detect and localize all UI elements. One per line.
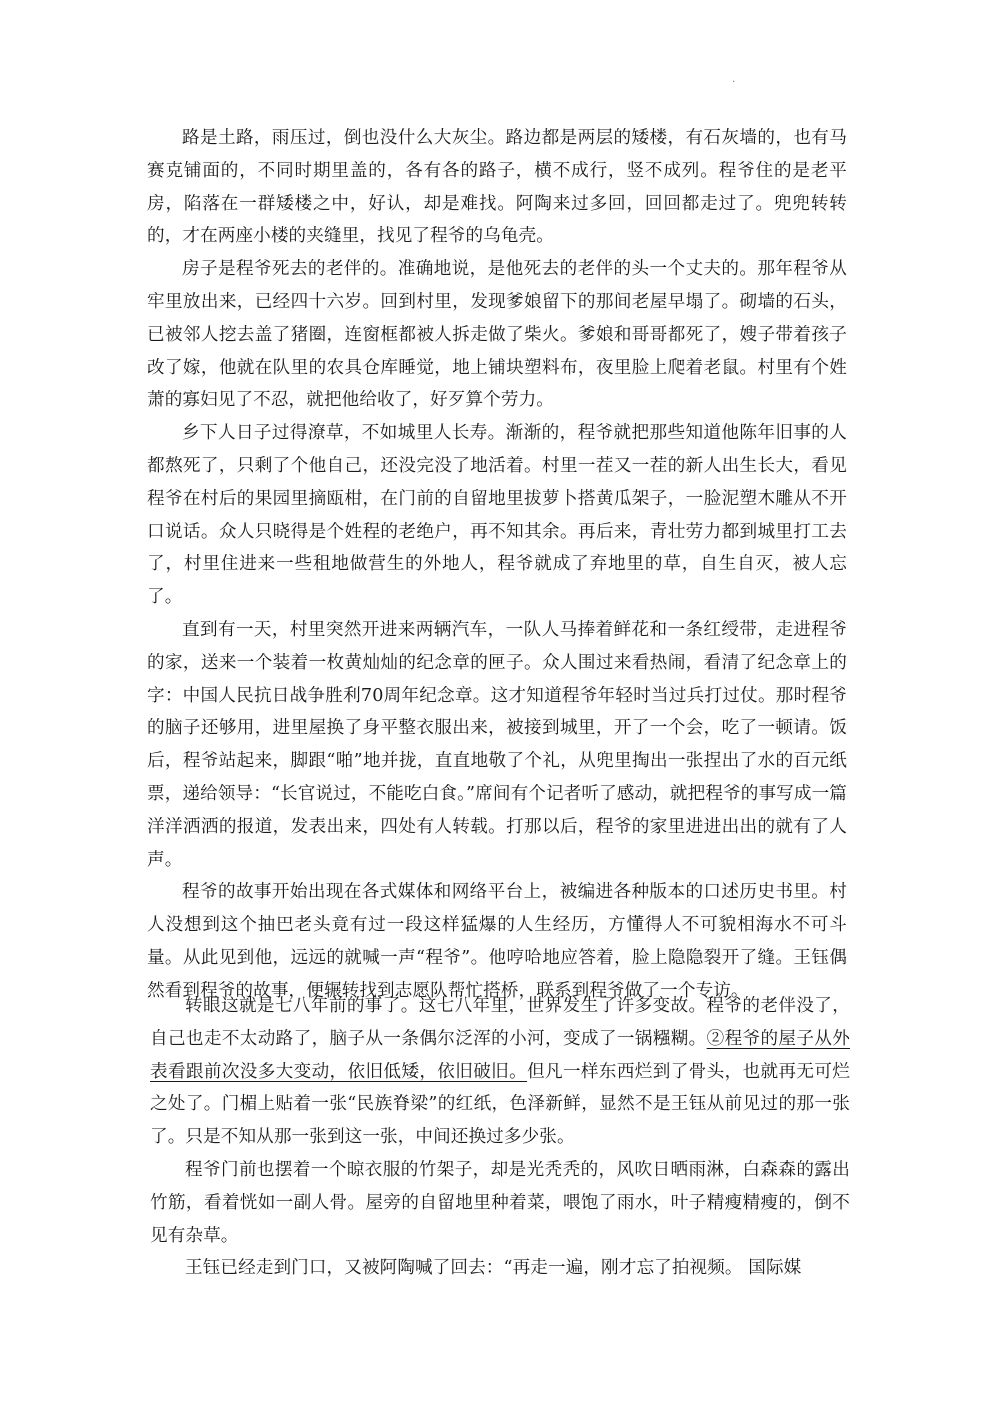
story-section-2	[150, 990, 850, 1285]
paragraph-with-marked-sentence	[150, 990, 850, 1154]
paragraph: 直到有一天，村里突然开进来两辆汽车，一队人马捧着鲜花和一条红绶带，走进程爷的家，送来一个装着一枚黄灿灿的纪念章的匣子。众人围过来看热闹，看清了纪念章上的字：中国人民抗日战争胜利70周年纪念章。这才知道程爷年轻时当过兵打过仗。那时程爷的脑子还够用，进里屋换了身平整衣服出来，被接到城里，开了一个会，吃了一顿请。饭后，程爷站起来，脚跟“啪”地并拢，直直地敬了个礼，从兜里掏出一张捏出了水的百元纸票，递给领导：“长官说过，不能吃白食。”席间有个记者听了感动，就把程爷的事写成一篇洋洋洒洒的报道，发表出来，四处有人转载。打那以后，程爷的家里进进出出的就有了人声。	[147, 619, 847, 870]
paragraph: 路是土路，雨压过，倒也没什么大灰尘。路边都是两层的矮楼，有石灰墙的，也有马赛克铺面的，不同时期里盖的，各有各的路子，横不成行，竖不成列。程爷住的是老平房，陷落在一群矮楼之中，好认，却是难找。阿陶来过多回，回回都走过了。兜兜转转的，才在两座小楼的夹缝里，找见了程爷的乌龟壳。	[147, 128, 847, 247]
paragraph: 程爷的故事开始出现在各式媒体和网络平台上，被编进各种版本的口述历史书里。村人没想到这个抽巴老头竟有过一段这样猛爆的人生经历，方懂得人不可貌相海水不可斗量。从此见到他，远远的就喊一声“程爷”。他哼哈地应答着，脸上隐隐裂开了缝。王钰偶然看到程爷的故事，便辗转找到志愿队帮忙搭桥，联系到程爷做了一个专访。	[147, 882, 847, 1001]
paragraph: 乡下人日子过得潦草，不如城里人长寿。渐渐的，程爷就把那些知道他陈年旧事的人都熬死了，只剩了个他自己，还没完没了地活着。村里一茬又一茬的新人出生长大，看见程爷在村后的果园里摘瓯柑，在门前的自留地里拔萝卜搭黄瓜架子，一脸泥塑木雕从不开口说话。众人只晓得是个姓程的老绝户，再不知其余。再后来，青壮劳力都到城里打工去了，村里住进来一些租地做营生的外地人，程爷就成了弃地里的草，自生自灭，被人忘了。	[147, 423, 847, 608]
paragraph: 王钰已经走到门口，又被阿陶喊了回去：“再走一遍，刚才忘了拍视频。 国际媒	[185, 1258, 802, 1279]
story-section-1	[147, 122, 847, 1008]
paragraph: 房子是程爷死去的老伴的。准确地说，是他死去的老伴的头一个丈夫的。那年程爷从牢里放出来，已经四十六岁。回到村里，发现爹娘留下的那间老屋早塌了。砌墙的石头，已被邻人挖去盖了猪圈，连窗框都被人拆走做了柴火。爹娘和哥哥都死了，嫂子带着孩子改了嫁，他就在队里的农具仓库睡觉，地上铺块塑料布，夜里脸上爬着老鼠。村里有个姓萧的寡妇见了不忍，就把他给收了，好歹算个劳力。	[147, 259, 847, 411]
corner-mark: ·	[732, 77, 736, 88]
marked-sentence-2: ②程爷的屋子从外表看跟前次没多大变动，依旧低矮，依旧破旧。	[150, 1028, 850, 1082]
paragraph-text: 转眼这就是七八年前的事了。这七八年里，世界发生了许多变故。程爷的老伴没了，自己也走不太动路了，脑子从一条偶尔泛浑的小河，变成了一锅糨糊。	[150, 996, 850, 1049]
paragraph-text: 但凡一样东西烂到了骨头，也就再无可烂之处了。门楣上贴着一张“民族脊梁”的红纸，色泽新鲜，显然不是王钰从前见过的那一张了。只是不知从那一张到这一张，中间还换过多少张。	[150, 1061, 850, 1148]
paragraph: 程爷门前也摆着一个晾衣服的竹架子，却是光秃秃的，风吹日晒雨淋，白森森的露出竹筋，看着恍如一副人骨。屋旁的自留地里种着菜，喂饱了雨水，叶子精瘦精瘦的，倒不见有杂草。	[150, 1159, 850, 1246]
